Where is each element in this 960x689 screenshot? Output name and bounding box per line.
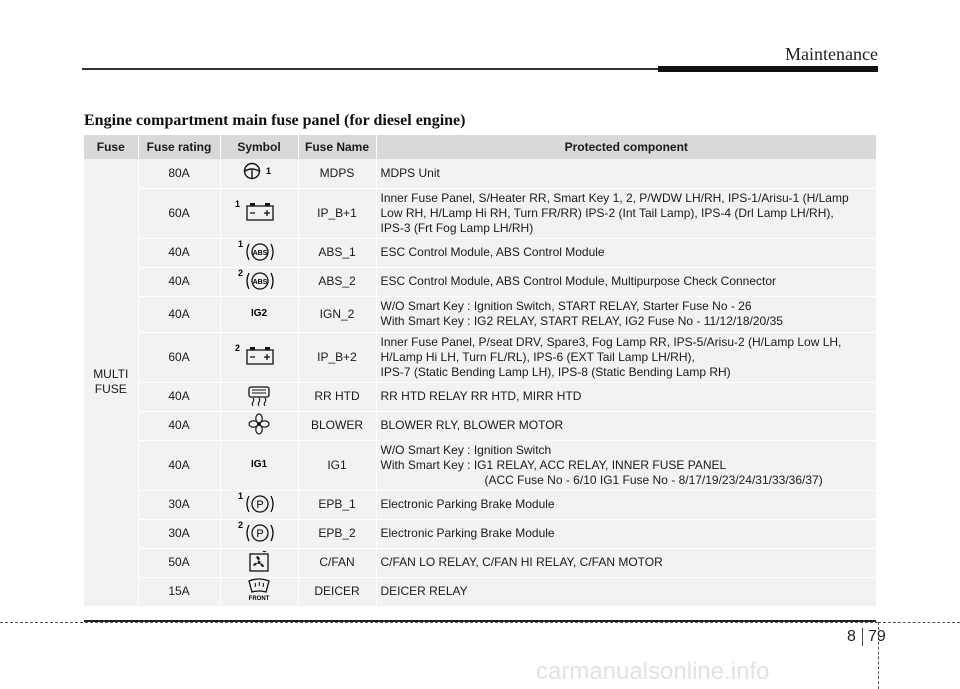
table-row	[84, 411, 876, 440]
protected-component-line: Electronic Parking Brake Module	[380, 526, 555, 540]
fuse-rating-cell: 40A	[138, 440, 220, 490]
fuse-rating-cell: 40A	[138, 382, 220, 411]
fuse-name-cell: IG1	[298, 440, 376, 490]
fuse-rating-cell: 40A	[138, 267, 220, 296]
symbol-number: 2	[235, 343, 241, 353]
protected-component-line: Low RH, H/Lamp Hi RH, Turn FR/RR) IPS-2 (Int Tail Lamp), IPS-4 (Drl Lamp LH/RH),	[380, 205, 834, 220]
table-row	[84, 296, 876, 332]
page-chapter-number: 8	[847, 628, 856, 645]
protected-component-line: W/O Smart Key : Ignition Switch	[380, 442, 552, 457]
section-title: Maintenance	[785, 44, 878, 64]
symbol-text: P	[256, 498, 264, 511]
col-header-fuse-name: Fuse Name	[298, 135, 376, 159]
protected-component-cell	[376, 238, 876, 267]
table-row	[84, 548, 876, 577]
fuse-name-cell: RR HTD	[298, 382, 376, 411]
fuse-symbol-cell	[220, 519, 298, 548]
ig2-label-icon	[239, 303, 279, 325]
protected-component-line: Electronic Parking Brake Module	[380, 497, 555, 511]
watermark: carmanualsonline.info	[536, 658, 770, 685]
protected-component-cell	[376, 440, 876, 490]
fuse-name-cell: IGN_2	[298, 296, 376, 332]
symbol-number: 1	[238, 238, 244, 249]
protected-component-line: With Smart Key : IG2 RELAY, START RELAY, IG2 Fuse No - 11/12/18/20/35	[380, 314, 783, 328]
protected-component-line: (ACC Fuse No - 6/10 IG1 Fuse No - 8/17/19/23/24/31/33/36/37)	[484, 472, 823, 487]
protected-component-cell	[376, 411, 876, 440]
protected-component-line: ESC Control Module, ABS Control Module	[380, 245, 605, 259]
fuse-symbol-cell	[220, 382, 298, 411]
fuse-group-label-line2: FUSE	[94, 382, 127, 397]
fuse-rating-cell: 60A	[138, 332, 220, 382]
fan-icon	[239, 413, 279, 439]
fuse-symbol-cell	[220, 238, 298, 267]
fuse-symbol-cell	[220, 332, 298, 382]
fuse-symbol-cell	[220, 296, 298, 332]
cooling-fan-icon	[239, 549, 279, 577]
fuse-table	[84, 135, 876, 607]
mdps-steering-icon	[236, 161, 282, 185]
protected-component-cell	[376, 332, 876, 382]
fuse-group-label-line1: MULTI	[93, 367, 129, 382]
fuse-rating-cell: 40A	[138, 296, 220, 332]
fuse-name-cell: EPB_1	[298, 490, 376, 519]
fuse-symbol-cell	[220, 267, 298, 296]
table-row	[84, 577, 876, 606]
protected-component-line: IPS-3 (Frt Fog Lamp LH/RH)	[380, 220, 534, 235]
symbol-number: 2	[238, 267, 244, 278]
fuse-name-cell: EPB_2	[298, 519, 376, 548]
symbol-number: 1	[238, 490, 244, 501]
table-row	[84, 440, 876, 490]
fuse-symbol-cell	[220, 490, 298, 519]
protected-component-cell	[376, 159, 876, 188]
symbol-number: 1	[235, 199, 241, 209]
header-rule-thin	[82, 68, 658, 70]
symbol-text: FRONT	[248, 595, 270, 602]
protected-component-line: DEICER RELAY	[380, 584, 468, 598]
table-row	[84, 238, 876, 267]
table-row	[84, 382, 876, 411]
table-row	[84, 519, 876, 548]
fuse-symbol-cell	[220, 548, 298, 577]
symbol-text: ABS	[252, 249, 268, 257]
fuse-symbol-cell	[220, 440, 298, 490]
protected-component-line: Inner Fuse Panel, S/Heater RR, Smart Key 1, 2, P/WDW LH/RH, IPS-1/Arisu-1 (H/Lamp	[380, 190, 849, 205]
col-header-protected-component: Protected component	[376, 135, 876, 159]
protected-component-cell	[376, 548, 876, 577]
table-row	[84, 188, 876, 238]
symbol-text: P	[256, 527, 264, 540]
fuse-rating-cell: 50A	[138, 548, 220, 577]
table-row	[84, 159, 876, 188]
symbol-number: 2	[238, 519, 244, 530]
fuse-name-cell: IP_B+1	[298, 188, 376, 238]
symbol-text: IG1	[250, 459, 268, 470]
fuse-name-cell: IP_B+2	[298, 332, 376, 382]
fuse-name-cell: MDPS	[298, 159, 376, 188]
col-header-fuse-rating: Fuse rating	[138, 135, 220, 159]
footer-dashed-line-right	[878, 622, 960, 623]
protected-component-cell	[376, 382, 876, 411]
symbol-text: IG2	[250, 308, 268, 319]
fuse-symbol-cell	[220, 411, 298, 440]
protected-component-line: RR HTD RELAY RR HTD, MIRR HTD	[380, 389, 582, 403]
fuse-symbol-cell	[220, 188, 298, 238]
protected-component-line: Inner Fuse Panel, P/seat DRV, Spare3, Fog Lamp RR, IPS-5/Arisu-2 (H/Lamp Low LH,	[380, 334, 842, 349]
table-row	[84, 490, 876, 519]
table-row	[84, 332, 876, 382]
table-heading: Engine compartment main fuse panel (for diesel engine)	[84, 112, 466, 129]
protected-component-line: BLOWER RLY, BLOWER MOTOR	[380, 418, 564, 432]
protected-component-line: IPS-7 (Static Bending Lamp LH), IPS-8 (Static Bending Lamp RH)	[380, 364, 731, 379]
protected-component-line: ESC Control Module, ABS Control Module, Multipurpose Check Connector	[380, 274, 777, 288]
fuse-rating-cell: 15A	[138, 577, 220, 606]
fuse-name-cell: C/FAN	[298, 548, 376, 577]
protected-component-line: MDPS Unit	[380, 165, 440, 180]
battery-icon	[233, 342, 285, 372]
front-deicer-icon	[237, 578, 281, 606]
table-row	[84, 267, 876, 296]
fuse-rating-cell: 40A	[138, 238, 220, 267]
col-header-symbol: Symbol	[220, 135, 298, 159]
page-number-separator	[862, 628, 863, 646]
fuse-symbol-cell	[220, 159, 298, 188]
fuse-rating-cell: 30A	[138, 490, 220, 519]
ig1-label-icon	[239, 454, 279, 476]
fuse-rating-cell: 80A	[138, 159, 220, 188]
abs-icon	[236, 239, 282, 267]
fuse-name-cell: ABS_1	[298, 238, 376, 267]
fuse-name-cell: DEICER	[298, 577, 376, 606]
fuse-rating-cell: 60A	[138, 188, 220, 238]
fuse-name-cell: ABS_2	[298, 267, 376, 296]
protected-component-line: W/O Smart Key : Ignition Switch, START RELAY, Starter Fuse No - 26	[380, 299, 752, 313]
page-number: 79	[868, 628, 886, 645]
abs-icon	[236, 268, 282, 296]
rear-defroster-icon	[239, 384, 279, 410]
protected-component-cell	[376, 519, 876, 548]
parking-brake-icon	[236, 491, 282, 519]
protected-component-line: H/Lamp Hi LH, Turn FL/RL), IPS-6 (EXT Tail Lamp LH/RH),	[380, 349, 695, 364]
header-rule-thick	[658, 66, 878, 72]
protected-component-line: With Smart Key : IG1 RELAY, ACC RELAY, INNER FUSE PANEL	[380, 457, 727, 472]
table-header-row	[84, 135, 876, 159]
symbol-number: 1	[266, 166, 272, 177]
fuse-symbol-cell	[220, 577, 298, 606]
footer-dashed-line	[0, 622, 878, 623]
fuse-group-cell	[84, 159, 138, 606]
col-header-fuse: Fuse	[84, 135, 138, 159]
fuse-name-cell: BLOWER	[298, 411, 376, 440]
protected-component-cell	[376, 490, 876, 519]
protected-component-line: C/FAN LO RELAY, C/FAN HI RELAY, C/FAN MOTOR	[380, 555, 663, 569]
protected-component-cell	[376, 267, 876, 296]
fuse-rating-cell: 40A	[138, 411, 220, 440]
fuse-table-body	[84, 159, 876, 606]
protected-component-cell	[376, 296, 876, 332]
protected-component-cell	[376, 577, 876, 606]
symbol-text: ABS	[252, 278, 268, 286]
battery-icon	[233, 198, 285, 228]
parking-brake-icon	[236, 520, 282, 548]
protected-component-cell	[376, 188, 876, 238]
fuse-rating-cell: 30A	[138, 519, 220, 548]
